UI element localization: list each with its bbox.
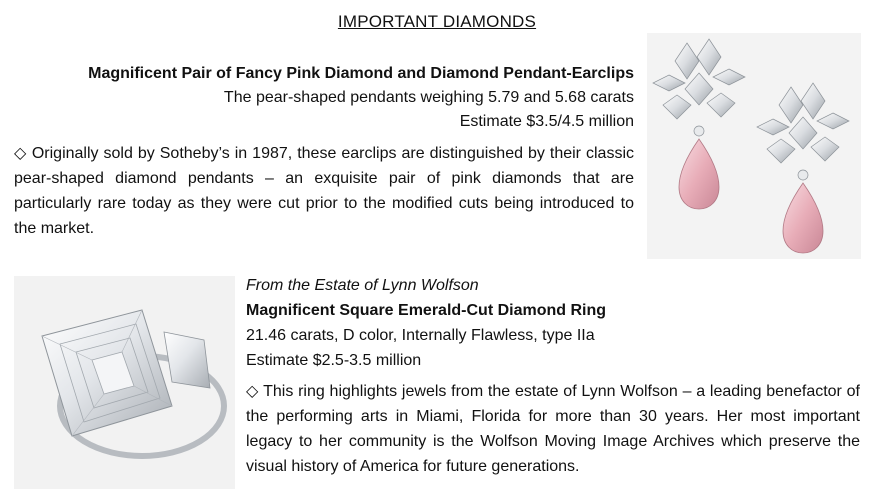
lot-ring-provenance: From the Estate of Lynn Wolfson <box>246 277 479 294</box>
lot-earclips-subtitle: The pear-shaped pendants weighing 5.79 and 5.68 carats <box>223 89 634 106</box>
emerald-cut-ring-icon <box>42 310 224 456</box>
lot-ring-description: ◇ This ring highlights jewels from the estate of Lynn Wolfson – a leading benefactor of the performing arts in Miami, Florida for more than 30 years. Her most important legacy to her community is the Wolfson Moving Image Archives which preserve the visual history of America for future generations. <box>246 383 860 475</box>
right-earclip-icon <box>757 83 849 253</box>
lot-earclips-estimate: Estimate $3.5/4.5 million <box>459 113 634 130</box>
lot-earclips-title: Magnificent Pair of Fancy Pink Diamond and Diamond Pendant-Earclips <box>88 65 634 82</box>
lot-ring-estimate: Estimate $2.5-3.5 million <box>246 352 422 369</box>
left-earclip-icon <box>653 39 745 209</box>
lot-earclips <box>14 62 634 241</box>
lot-ring-details: 21.46 carats, D color, Internally Flawless, type IIa <box>246 327 595 344</box>
lot-ring-title: Magnificent Square Emerald-Cut Diamond Ring <box>246 302 607 319</box>
earclips-photo <box>647 33 861 259</box>
ring-photo <box>14 276 235 489</box>
lot-ring <box>246 273 860 479</box>
page-heading: IMPORTANT DIAMONDS <box>337 12 537 31</box>
lot-earclips-description: ◇ Originally sold by Sotheby’s in 1987, these earclips are distinguished by their classic pear-shaped diamond pendants – an exquisite pair of pink diamonds that are particularly rare today as they were cut prior to the modified cuts being introduced to the market. <box>14 145 634 237</box>
